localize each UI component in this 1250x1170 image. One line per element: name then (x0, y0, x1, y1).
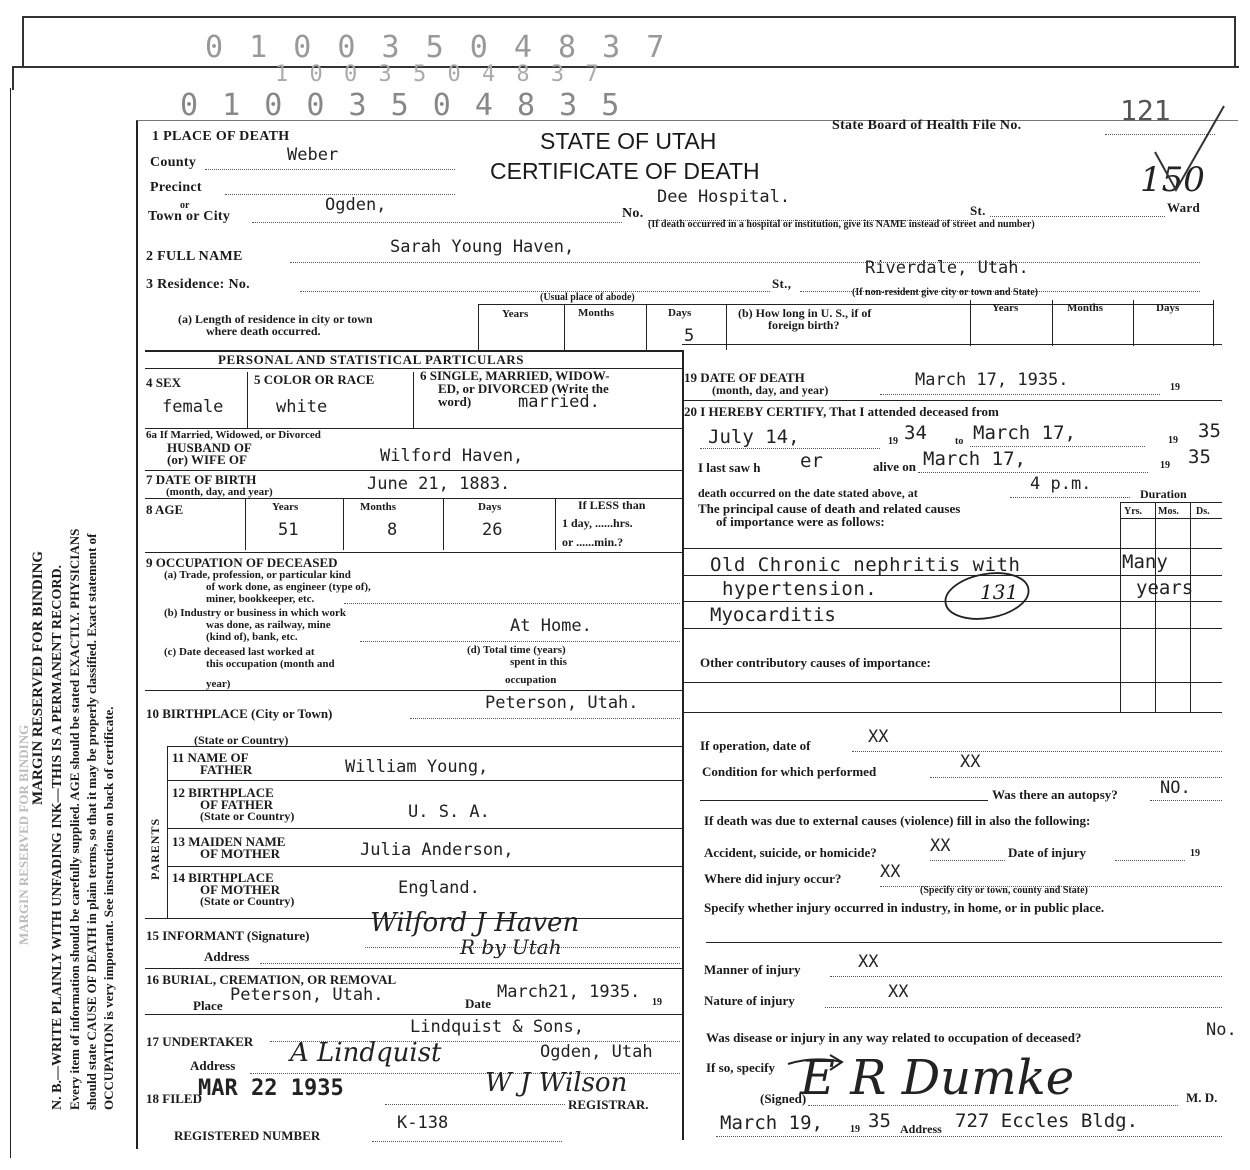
residence-st-label: St., (772, 276, 792, 291)
to-year-prefix: 19 (1168, 435, 1178, 446)
condition-label: Condition for which performed (702, 764, 877, 779)
condition-value: XX (960, 752, 981, 772)
spouse-label-3: (or) WIFE OF (167, 452, 247, 467)
burial-label: 16 BURIAL, CREMATION, OR REMOVAL (146, 972, 397, 987)
margin-binding-label: MARGIN RESERVED FOR BINDING (30, 550, 46, 805)
marital-label-3: word) (438, 394, 472, 409)
margin-faded: MARGIN RESERVED FOR BINDING (16, 724, 31, 945)
father-birthplace-value: U. S. A. (408, 802, 490, 822)
signed-year: 35 (868, 1110, 891, 1132)
informant-label: 15 INFORMANT (Signature) (146, 928, 310, 943)
one-day-label: 1 day, ......hrs. (562, 516, 633, 530)
spouse-label-1: 6a If Married, Widowed, or Divorced (146, 429, 321, 441)
undertaker-address-label: Address (190, 1058, 236, 1073)
precinct-label: Precinct (150, 180, 202, 195)
us-years-header: Years (992, 302, 1019, 314)
registered-number-value: K-138 (397, 1113, 449, 1133)
occ-b-3: (kind of), bank, etc. (206, 631, 298, 643)
dod-19: 19 (1170, 382, 1180, 393)
age-months-value: 8 (387, 520, 398, 540)
where-injury-value: XX (880, 862, 901, 882)
spouse-label-2: HUSBAND OF (167, 440, 252, 455)
to-label: to (955, 436, 964, 447)
contributory-label: Other contributory causes of importance: (700, 655, 931, 670)
parents-label: PARENTS (148, 817, 162, 880)
occupation-label: 9 OCCUPATION OF DECEASED (146, 555, 338, 570)
specify-city-note: (Specify city or town, county and State) (920, 885, 1088, 896)
injury-date-label: Date of injury (1008, 845, 1086, 860)
mother-birthplace-value: England. (398, 878, 480, 898)
side-instruction-2: Every item of information should be carefully supplied. AGE should be stated EXACTLY. PHYSICIANS (67, 528, 82, 1110)
burial-date-label: Date (465, 996, 491, 1011)
occ-c-3: year) (206, 678, 231, 690)
registrar-label: REGISTRAR. (568, 1097, 649, 1112)
hospital-value: Dee Hospital. (657, 187, 791, 207)
related-label: Was disease or injury in any way related to occupation of deceased? (706, 1030, 1082, 1045)
father-birth-label-2: OF FATHER (200, 797, 274, 812)
injury-19: 19 (1190, 848, 1200, 859)
if-so-label: If so, specify (706, 1060, 775, 1075)
sex-label: 4 SEX (146, 375, 182, 390)
occ-d-1: (d) Total time (years) (467, 644, 566, 656)
marital-value: married. (518, 392, 600, 412)
father-birth-label-1: 12 BIRTHPLACE (172, 785, 274, 800)
manner-label: Manner of injury (704, 962, 801, 977)
color-value: white (276, 397, 328, 417)
duration-label: Duration (1140, 487, 1187, 501)
side-instruction-4: OCCUPATION is very important. See instructions on back of certificate. (101, 706, 116, 1110)
age-days-value: 26 (482, 520, 503, 540)
occ-a-3: miner, bookkeeper, etc. (206, 593, 315, 605)
filed-stamp: MAR 22 1935 (198, 1076, 344, 1101)
burial-date-value: March21, 1935. (497, 982, 641, 1002)
related-value: No. (1206, 1020, 1237, 1040)
from-date: July 14, (708, 426, 800, 448)
age-years-value: 51 (278, 520, 299, 540)
res-days-value: 5 (684, 326, 695, 346)
accident-label: Accident, suicide, or homicide? (704, 845, 877, 860)
operation-label: If operation, date of (700, 738, 811, 753)
residence-value: Riverdale, Utah. (865, 258, 1029, 278)
occ-c-1: (c) Date deceased last worked at (164, 646, 315, 658)
file-label: State Board of Health File No. (832, 118, 1022, 133)
last-saw-label: I last saw h (698, 460, 761, 475)
occ-d-3: occupation (505, 674, 557, 686)
alive-on-label: alive on (873, 459, 916, 474)
physician-signature: E R Dumke (800, 1050, 1075, 1106)
occ-a-2: of work done, as engineer (type of), (206, 581, 371, 593)
mother-birth-label-3: (State or Country) (200, 894, 295, 908)
accident-value: XX (930, 836, 951, 856)
death-time: 4 p.m. (1030, 474, 1092, 494)
county-value: Weber (287, 145, 339, 165)
dod-value: March 17, 1935. (915, 370, 1069, 390)
mother-label-2: OF MOTHER (200, 846, 281, 861)
mother-label-1: 13 MAIDEN NAME (172, 834, 286, 849)
marital-label-2: ED, or DIVORCED (Write the (438, 381, 609, 396)
nature-value: XX (888, 982, 909, 1002)
burial-year-prefix: 19 (652, 997, 662, 1008)
father-label-1: 11 NAME OF (172, 750, 249, 765)
age-label: 8 AGE (146, 502, 184, 517)
mother-birth-label-1: 14 BIRTHPLACE (172, 870, 274, 885)
death-occurred-label: death occurred on the date stated above, at (698, 486, 918, 500)
personal-header: PERSONAL AND STATISTICAL PARTICULARS (218, 352, 525, 367)
registrar-signature: W J Wilson (485, 1068, 628, 1098)
external-causes-label: If death was due to external causes (violence) fill in also the following: (704, 813, 1091, 828)
from-year: 34 (904, 422, 927, 444)
res-months-header: Months (578, 307, 615, 319)
cause-line-2: hypertension. (722, 578, 878, 600)
father-birth-label-3: (State or Country) (200, 809, 295, 823)
undertaker-address-value: Ogden, Utah (540, 1042, 653, 1062)
signed-year-prefix: 19 (850, 1124, 860, 1135)
last-year-prefix: 19 (1160, 460, 1170, 471)
undertaker-value: Lindquist & Sons, (410, 1017, 584, 1037)
burial-place-label: Place (193, 998, 223, 1013)
town-label: Town or City (148, 209, 231, 224)
file-number: 121 (1120, 94, 1171, 127)
to-year: 35 (1198, 420, 1221, 442)
back-sheet-2 (12, 66, 1239, 90)
birthplace-value: Peterson, Utah. (485, 693, 639, 713)
state-country-label: (State or Country) (194, 733, 289, 747)
occ-a-1: (a) Trade, profession, or particular kind (164, 569, 351, 581)
duration-1: Many (1122, 551, 1168, 573)
state-title: STATE OF UTAH (540, 128, 717, 154)
occ-d-2: spent in this (510, 656, 567, 668)
serial-second: 1 0 0 3 5 0 4 8 3 7 (275, 62, 603, 87)
birthplace-label: 10 BIRTHPLACE (City or Town) (146, 706, 333, 721)
last-saw-er: er (800, 450, 823, 472)
autopsy-label: Was there an autopsy? (992, 787, 1118, 802)
length-residence-label-2: where death occurred. (206, 324, 321, 338)
md-label: M. D. (1186, 1090, 1218, 1105)
father-label-2: FATHER (200, 762, 253, 777)
operation-value: XX (868, 727, 889, 747)
place-of-death-label: 1 PLACE OF DEATH (152, 129, 290, 144)
signed-date: March 19, (720, 1112, 823, 1134)
check-mark-icon (1150, 100, 1230, 195)
duration-ds-header: Ds. (1196, 506, 1210, 517)
where-injury-label: Where did injury occur? (704, 871, 842, 886)
age-months-header: Months (360, 501, 397, 513)
last-saw-date: March 17, (923, 448, 1026, 470)
spouse-value: Wilford Haven, (380, 446, 524, 466)
cause-label-2: of importance were as follows: (716, 514, 885, 529)
dod-label-1: 19 DATE OF DEATH (684, 370, 805, 385)
cause-code-circle-icon (940, 568, 1035, 623)
nonresident-note: (If non-resident give city or town and State) (852, 287, 1039, 298)
town-value: Ogden, (325, 195, 387, 215)
duration-2: years (1136, 577, 1194, 599)
informant-address-label: Address (204, 949, 250, 964)
handwritten-150: 150 (1140, 160, 1205, 200)
or-label: or (180, 200, 190, 211)
mother-value: Julia Anderson, (360, 840, 514, 860)
marital-label-1: 6 SINGLE, MARRIED, WIDOW- (420, 368, 610, 383)
occ-b-1: (b) Industry or business in which work (164, 607, 346, 619)
usual-place-note: (Usual place of abode) (540, 292, 635, 303)
from-year-prefix: 19 (888, 436, 898, 447)
informant-signature: Wilford J Haven (370, 908, 580, 938)
dob-label: 7 DATE OF BIRTH (146, 472, 257, 487)
age-years-header: Years (272, 501, 299, 513)
certify-label: 20 I HEREBY CERTIFY, That I attended deceased from (684, 404, 999, 419)
dob-sublabel: (month, day, and year) (166, 486, 273, 498)
duration-yrs-header: Yrs. (1124, 506, 1143, 517)
cause-line-3: Myocarditis (710, 604, 836, 626)
burial-place-value: Peterson, Utah. (230, 985, 384, 1005)
specify-industry-label: Specify whether injury occurred in industry, in home, or in public place. (704, 900, 1105, 915)
sex-value: female (162, 397, 224, 417)
serial-third: 0 1 0 0 3 5 0 4 8 3 5 (180, 88, 623, 123)
less-than-label: If LESS than (578, 498, 646, 512)
no-label: No. (622, 206, 644, 221)
dob-value: June 21, 1883. (367, 474, 511, 494)
autopsy-value: NO. (1160, 778, 1191, 798)
cause-code: 131 (980, 580, 1019, 604)
cause-label-1: The principal cause of death and related causes (698, 501, 961, 516)
last-year: 35 (1188, 446, 1211, 468)
signed-label: (Signed) (760, 1091, 807, 1106)
filed-label: 18 FILED (146, 1091, 202, 1106)
how-long-label-2: foreign birth? (768, 318, 840, 332)
res-days-header: Days (668, 307, 692, 319)
us-months-header: Months (1067, 302, 1104, 314)
occ-c-2: this occupation (month and (206, 658, 335, 670)
duration-mos-header: Mos. (1158, 506, 1179, 517)
us-days-header: Days (1156, 302, 1180, 314)
informant-address: R by Utah (460, 935, 562, 959)
to-date: March 17, (973, 422, 1076, 444)
how-long-label: (b) How long in U. S., if of (738, 306, 872, 320)
full-name-label: 2 FULL NAME (146, 249, 243, 264)
occupation-value: At Home. (510, 616, 592, 636)
res-years-header: Years (502, 308, 529, 320)
cause-line-1: Old Chronic nephritis with (710, 554, 1021, 576)
undertaker-label: 17 UNDERTAKER (146, 1034, 254, 1049)
age-days-header: Days (478, 501, 502, 513)
father-value: William Young, (345, 757, 489, 777)
st-label: St. (970, 203, 986, 218)
outer-left-border (10, 88, 11, 1158)
serial-top: 0 1 0 0 3 5 0 4 8 3 7 (205, 30, 669, 65)
physician-address: 727 Eccles Bldg. (955, 1110, 1139, 1132)
nature-label: Nature of injury (704, 993, 795, 1008)
or-min-label: or ......min.? (562, 535, 624, 549)
certificate-title: CERTIFICATE OF DEATH (490, 158, 760, 184)
registered-number-label: REGISTERED NUMBER (174, 1128, 321, 1143)
full-name-value: Sarah Young Haven, (390, 237, 575, 257)
side-instruction-1: N. B.—WRITE PLAINLY WITH UNFADING INK—THIS IS A PERMANENT RECORD. (50, 564, 65, 1110)
hospital-note: (If death occurred in a hospital or institution, give its NAME instead of street and number) (648, 219, 1035, 230)
dod-label-2: (month, day, and year) (712, 383, 829, 397)
residence-label: 3 Residence: No. (146, 277, 250, 292)
physician-address-label: Address (900, 1122, 942, 1136)
occ-b-2: was done, as railway, mine (206, 619, 331, 631)
undertaker-signature: A Lindquist (290, 1038, 442, 1068)
mother-birth-label-2: OF MOTHER (200, 882, 281, 897)
county-label: County (150, 155, 197, 170)
ward-label: Ward (1167, 200, 1200, 215)
side-instruction-3: should state CAUSE OF DEATH in plain terms, so that it may be properly classified. Exact statement of (84, 533, 99, 1110)
length-residence-label: (a) Length of residence in city or town (178, 312, 373, 326)
color-label: 5 COLOR OR RACE (254, 372, 375, 387)
manner-value: XX (858, 952, 879, 972)
